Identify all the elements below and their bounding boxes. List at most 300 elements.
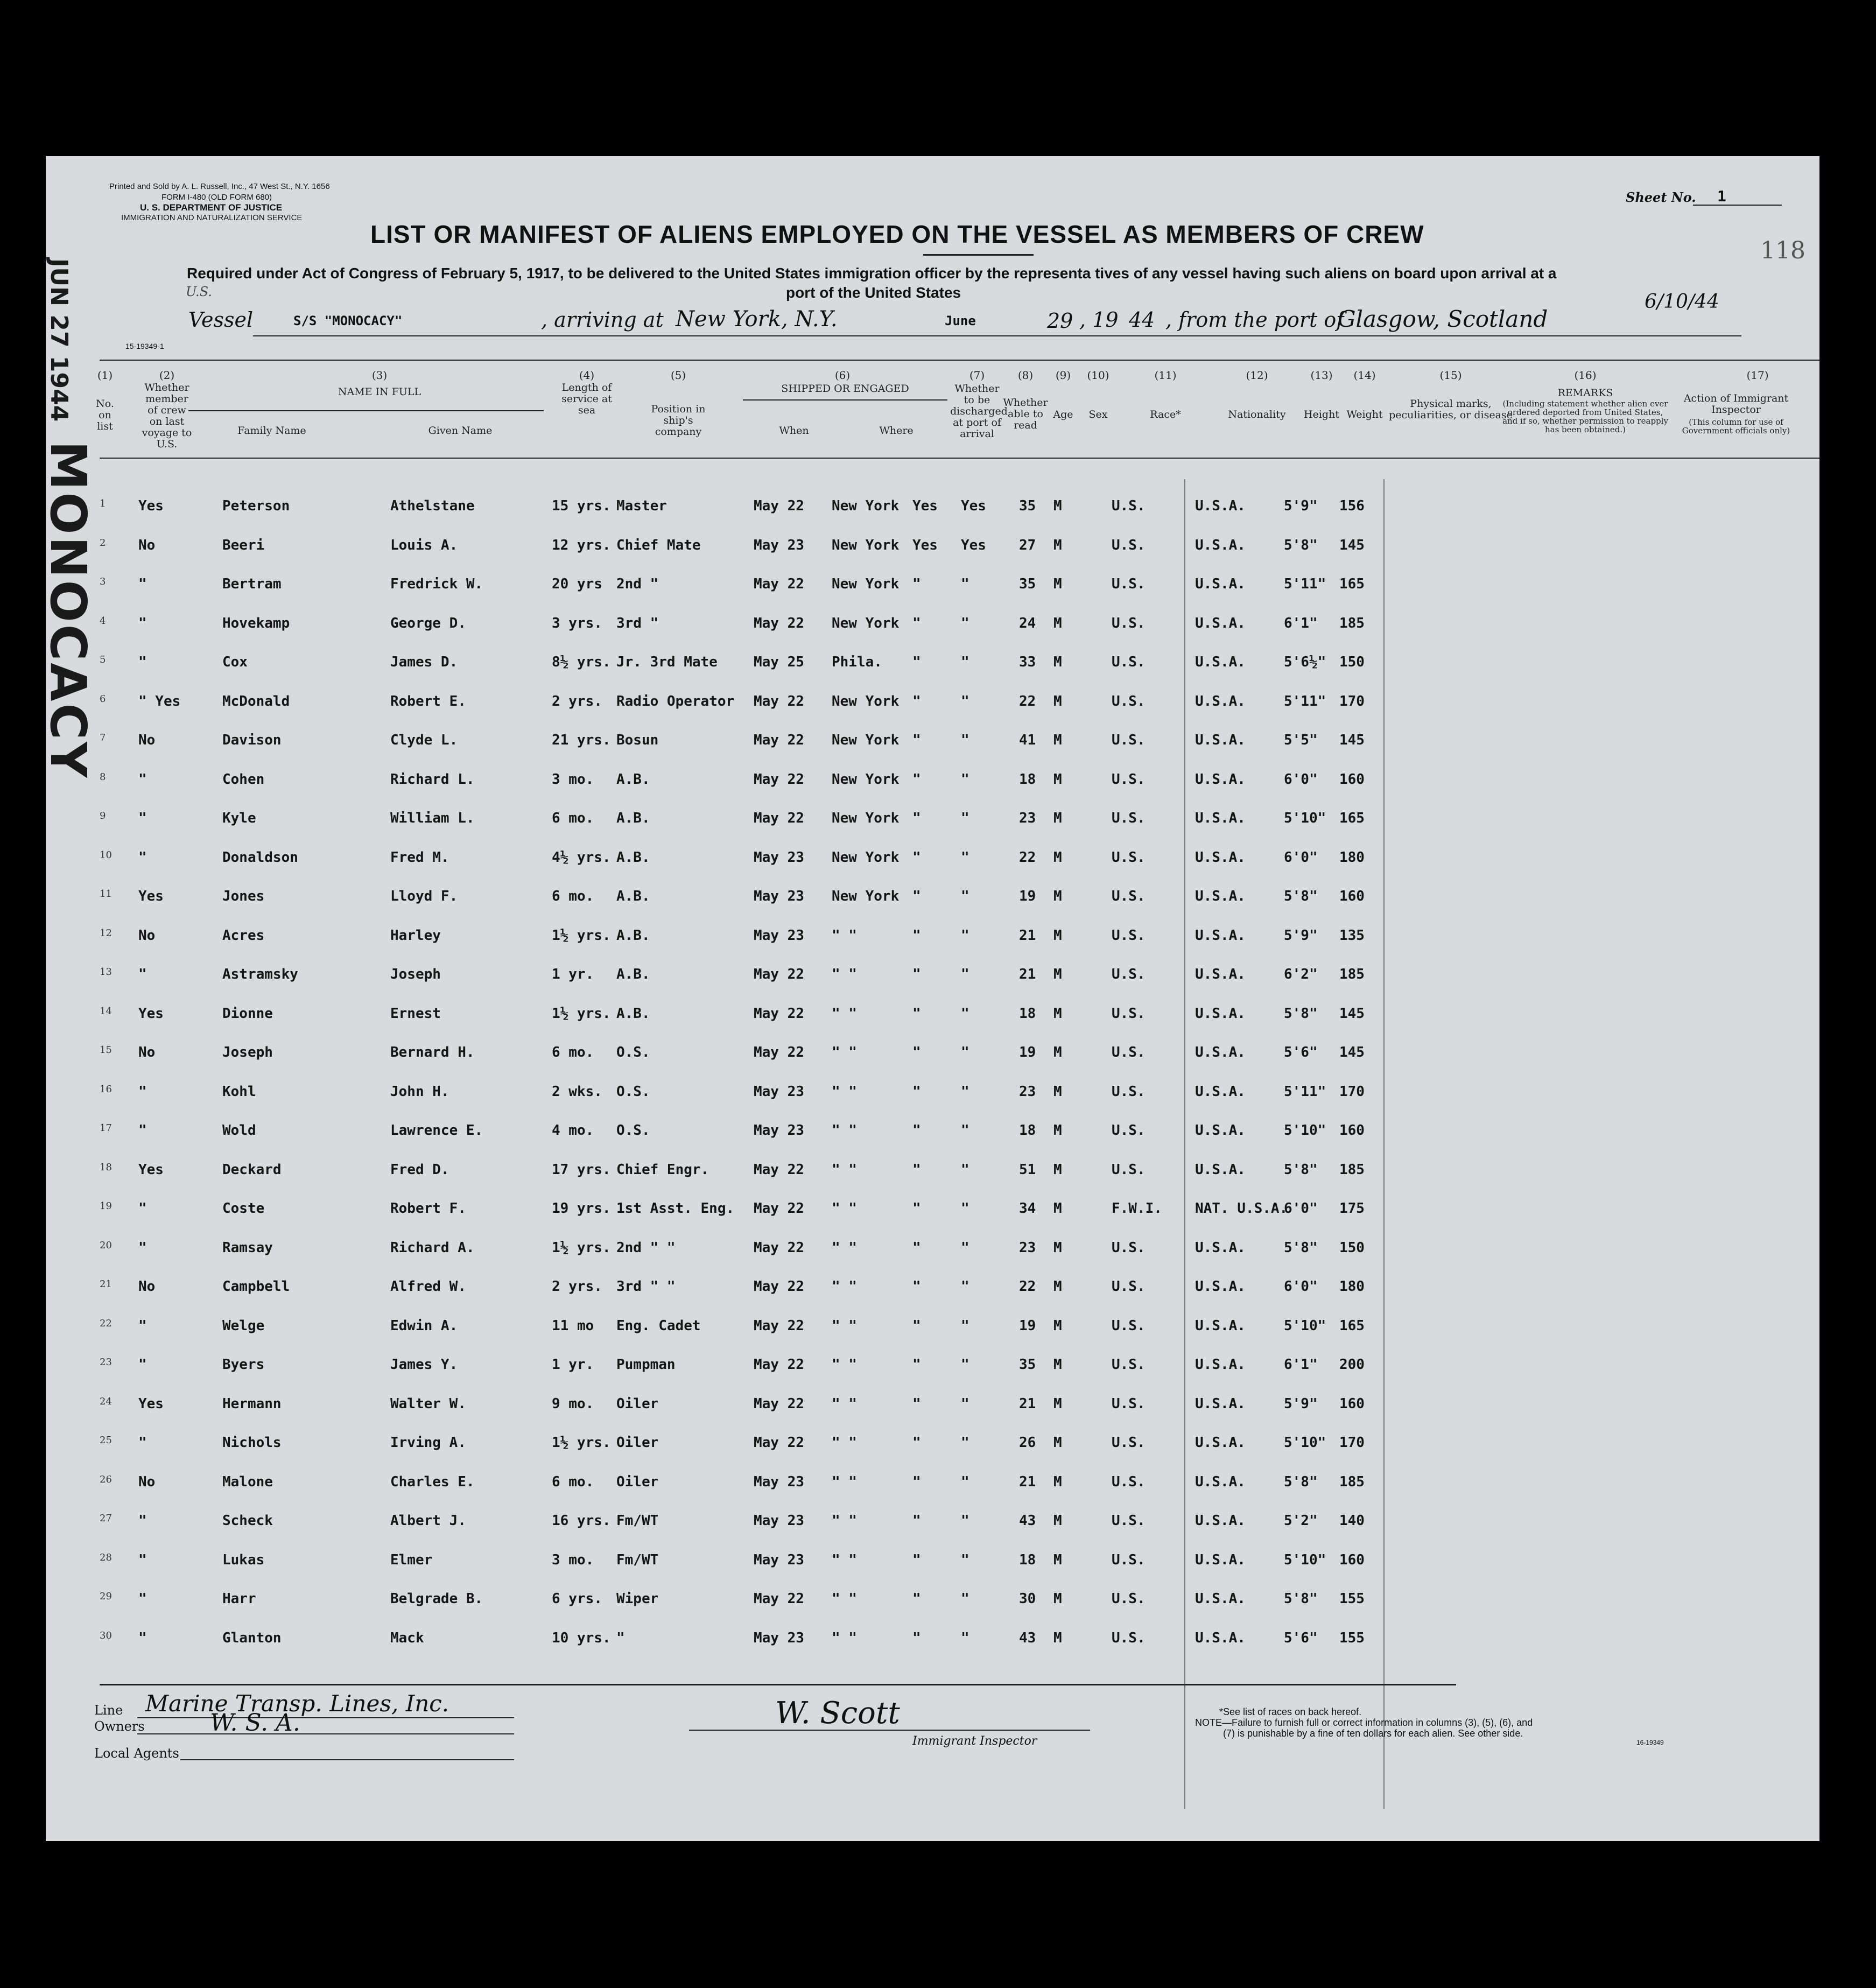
cell-can-read: " <box>961 1357 969 1373</box>
cell-sex: M <box>1053 927 1062 944</box>
cell-age: 21 <box>1019 927 1036 944</box>
cell-can-read: " <box>961 810 969 826</box>
cell-weight: 145 <box>1339 1005 1365 1022</box>
cell-age: 24 <box>1019 615 1036 631</box>
cell-height: 5'8" <box>1284 537 1318 553</box>
col14-num: (14) <box>1353 369 1376 382</box>
cell-race: U.S. <box>1112 537 1146 553</box>
cell-age: 33 <box>1019 654 1036 670</box>
col2-head: Whether member of crew on last voyage to U.S. <box>142 382 192 450</box>
page-subtitle: Required under Act of Congress of February 5, 1917, to be delivered to the United States immigration officer by the representa tives of any vessel having such aliens on board upon arrival at a <box>187 265 1557 282</box>
cell-line-number: 25 <box>100 1435 112 1446</box>
cell-given-name: John H. <box>390 1083 449 1100</box>
cell-family-name: Wold <box>222 1122 256 1139</box>
col6-when: When <box>779 425 809 437</box>
cell-sex: M <box>1053 1161 1062 1178</box>
cell-line-number: 21 <box>100 1278 112 1290</box>
cell-age: 22 <box>1019 1278 1036 1295</box>
cell-given-name: Alfred W. <box>390 1278 466 1295</box>
cell-last-voyage: Yes <box>138 1395 164 1412</box>
cell-race: U.S. <box>1112 1435 1146 1451</box>
cell-given-name: James Y. <box>390 1357 458 1373</box>
col8-num: (8) <box>1017 369 1034 382</box>
cell-discharged: " <box>912 1629 921 1646</box>
cell-age: 23 <box>1019 1083 1036 1100</box>
table-row <box>46 1630 1819 1652</box>
cell-age: 23 <box>1019 1239 1036 1256</box>
cell-line-number: 17 <box>100 1122 112 1134</box>
cell-family-name: Bertram <box>222 576 282 592</box>
cell-height: 5'6" <box>1284 1629 1318 1646</box>
cell-discharged: " <box>912 966 921 982</box>
cell-position: A.B. <box>616 888 650 904</box>
cell-service-length: 11 mo <box>552 1317 594 1334</box>
cell-line-number: 30 <box>100 1629 112 1641</box>
cell-nationality: U.S.A. <box>1195 966 1246 982</box>
col10-num: (10) <box>1087 369 1109 382</box>
cell-position: Pumpman <box>616 1357 676 1373</box>
cell-position: 1st Asst. Eng. <box>616 1200 735 1217</box>
cell-last-voyage: No <box>138 1278 156 1295</box>
cell-service-length: 6 mo. <box>552 810 594 826</box>
col1-head: No. on list <box>96 398 114 432</box>
cell-line-number: 29 <box>100 1591 112 1602</box>
cell-can-read: " <box>961 615 969 631</box>
cell-position: Radio Operator <box>616 693 735 710</box>
cell-given-name: Mack <box>390 1629 424 1646</box>
cell-shipped-when: May 23 <box>754 1473 804 1490</box>
cell-shipped-where: " " <box>832 1435 857 1451</box>
cell-position: O.S. <box>616 1083 650 1100</box>
cell-sex: M <box>1053 1083 1062 1100</box>
cell-height: 5'9" <box>1284 498 1318 514</box>
cell-service-length: 20 yrs <box>552 576 602 592</box>
cell-age: 22 <box>1019 693 1036 710</box>
cell-race: U.S. <box>1112 693 1146 710</box>
col10-head: Sex <box>1088 409 1108 420</box>
cell-nationality: U.S.A. <box>1195 1513 1246 1529</box>
cell-race: U.S. <box>1112 1357 1146 1373</box>
cell-family-name: Harr <box>222 1591 256 1607</box>
cell-can-read: " <box>961 576 969 592</box>
cell-sex: M <box>1053 654 1062 670</box>
cell-nationality: U.S.A. <box>1195 1357 1246 1373</box>
cell-height: 5'8" <box>1284 1161 1318 1178</box>
cell-shipped-when: May 22 <box>754 1005 804 1022</box>
vessel-name: S/S "MONOCACY" <box>293 313 403 328</box>
cell-sex: M <box>1053 1395 1062 1412</box>
cell-shipped-where: " " <box>832 1083 857 1100</box>
cell-discharged: " <box>912 1435 921 1451</box>
cell-height: 6'1" <box>1284 1357 1318 1373</box>
cell-position: Fm/WT <box>616 1551 659 1568</box>
cell-last-voyage: No <box>138 1473 156 1490</box>
arrival-day: 29 <box>1047 309 1073 333</box>
cell-sex: M <box>1053 771 1062 788</box>
cell-nationality: U.S.A. <box>1195 849 1246 866</box>
cell-given-name: Joseph <box>390 966 441 982</box>
cell-position: Chief Engr. <box>616 1161 709 1178</box>
cell-can-read: " <box>961 888 969 904</box>
cell-given-name: Harley <box>390 927 441 944</box>
cell-last-voyage: " <box>138 1435 147 1451</box>
cell-discharged: Yes <box>912 537 938 553</box>
legal-note-1: NOTE—Failure to furnish full or correct information in columns (3), (5), (6), and <box>1195 1717 1533 1728</box>
cell-service-length: 3 mo. <box>552 1551 594 1568</box>
inspector-label: Immigrant Inspector <box>912 1734 1037 1748</box>
cell-shipped-when: May 22 <box>754 576 804 592</box>
cell-shipped-where: " " <box>832 1317 857 1334</box>
line-value: Marine Transp. Lines, Inc. <box>145 1690 449 1717</box>
col16-num: (16) <box>1574 369 1597 382</box>
cell-shipped-when: May 22 <box>754 1278 804 1295</box>
cell-sex: M <box>1053 1629 1062 1646</box>
cell-age: 18 <box>1019 1551 1036 1568</box>
table-row <box>46 1278 1819 1300</box>
cell-sex: M <box>1053 1278 1062 1295</box>
table-row <box>46 1513 1819 1534</box>
col9-num: (9) <box>1055 369 1071 382</box>
cell-position: Oiler <box>616 1435 659 1451</box>
sheet-number: 1 <box>1717 187 1726 205</box>
printer-note: Printed and Sold by A. L. Russell, Inc., 47 West St., N.Y. 1656 <box>109 182 330 191</box>
cell-age: 21 <box>1019 966 1036 982</box>
cell-family-name: Peterson <box>222 498 290 514</box>
col4-num: (4) <box>579 369 595 382</box>
cell-height: 5'10" <box>1284 1435 1326 1451</box>
cell-weight: 185 <box>1339 1473 1365 1490</box>
cell-nationality: U.S.A. <box>1195 1278 1246 1295</box>
cell-shipped-where: New York <box>832 693 900 710</box>
cell-nationality: U.S.A. <box>1195 888 1246 904</box>
table-row <box>46 1006 1819 1027</box>
cell-weight: 155 <box>1339 1591 1365 1607</box>
cell-race: U.S. <box>1112 1044 1146 1060</box>
cell-discharged: " <box>912 1357 921 1373</box>
line-label: Line <box>94 1703 123 1718</box>
cell-given-name: Richard L. <box>390 771 475 788</box>
cell-family-name: Ramsay <box>222 1239 273 1256</box>
cell-line-number: 23 <box>100 1357 112 1368</box>
cell-service-length: 19 yrs. <box>552 1200 611 1217</box>
header-bottom-rule <box>100 458 1819 459</box>
cell-shipped-when: May 23 <box>754 1629 804 1646</box>
cell-line-number: 28 <box>100 1551 112 1563</box>
legal-note-2: (7) is punishable by a fine of ten dollars for each alien. See other side. <box>1223 1728 1523 1739</box>
cell-line-number: 16 <box>100 1083 112 1095</box>
cell-height: 5'10" <box>1284 810 1326 826</box>
cell-discharged: " <box>912 1044 921 1060</box>
cell-weight: 160 <box>1339 888 1365 904</box>
cell-weight: 150 <box>1339 654 1365 670</box>
cell-sex: M <box>1053 1357 1062 1373</box>
col7-num: (7) <box>969 369 985 382</box>
agents-label: Local Agents <box>94 1746 179 1761</box>
cell-race: U.S. <box>1112 1278 1146 1295</box>
cell-shipped-when: May 23 <box>754 1551 804 1568</box>
cell-weight: 160 <box>1339 1551 1365 1568</box>
cell-shipped-where: " " <box>832 1357 857 1373</box>
cell-height: 5'5" <box>1284 732 1318 748</box>
cell-last-voyage: No <box>138 537 156 553</box>
cell-sex: M <box>1053 849 1062 866</box>
table-row <box>46 1318 1819 1339</box>
cell-nationality: U.S.A. <box>1195 1591 1246 1607</box>
cell-line-number: 19 <box>100 1200 112 1212</box>
cell-last-voyage: " <box>138 1357 147 1373</box>
col1-num: (1) <box>97 369 113 382</box>
cell-service-length: 12 yrs. <box>552 537 611 553</box>
table-row <box>46 1200 1819 1222</box>
table-row <box>46 1552 1819 1573</box>
cell-service-length: 2 wks. <box>552 1083 602 1100</box>
form-number: FORM I-480 (OLD FORM 680) <box>161 193 272 202</box>
cell-discharged: " <box>912 1591 921 1607</box>
cell-height: 5'8" <box>1284 1005 1318 1022</box>
cell-position: A.B. <box>616 771 650 788</box>
table-row <box>46 928 1819 949</box>
cell-last-voyage: " <box>138 849 147 866</box>
cell-last-voyage: " <box>138 1551 147 1568</box>
col12-num: (12) <box>1246 369 1268 382</box>
cell-weight: 160 <box>1339 1395 1365 1412</box>
cell-line-number: 13 <box>100 966 112 978</box>
cell-service-length: 1½ yrs. <box>552 1005 611 1022</box>
cell-service-length: 1½ yrs. <box>552 1435 611 1451</box>
inspector-signature: W. Scott <box>775 1696 900 1731</box>
cell-shipped-where: Phila. <box>832 654 882 670</box>
cell-shipped-where: " " <box>832 1161 857 1178</box>
cell-family-name: Scheck <box>222 1513 273 1529</box>
cell-service-length: 1 yr. <box>552 1357 594 1373</box>
cell-can-read: " <box>961 1591 969 1607</box>
cell-position: 2nd " <box>616 576 659 592</box>
cell-discharged: " <box>912 1122 921 1139</box>
cell-last-voyage: Yes <box>138 1161 164 1178</box>
table-row <box>46 1044 1819 1066</box>
cell-sex: M <box>1053 966 1062 982</box>
cell-shipped-when: May 22 <box>754 1357 804 1373</box>
cell-shipped-where: " " <box>832 1122 857 1139</box>
cell-shipped-where: New York <box>832 498 900 514</box>
cell-position: O.S. <box>616 1122 650 1139</box>
cell-nationality: U.S.A. <box>1195 1629 1246 1646</box>
arrival-year: 44 <box>1129 308 1155 332</box>
cell-position: Fm/WT <box>616 1513 659 1529</box>
cell-shipped-when: May 23 <box>754 888 804 904</box>
cell-service-length: 1½ yrs. <box>552 927 611 944</box>
us-note: U.S. <box>186 284 212 299</box>
cell-can-read: " <box>961 771 969 788</box>
cell-family-name: Campbell <box>222 1278 290 1295</box>
cell-shipped-where: " " <box>832 1044 857 1060</box>
cell-shipped-where: " " <box>832 1513 857 1529</box>
table-row <box>46 1240 1819 1261</box>
cell-sex: M <box>1053 1591 1062 1607</box>
cell-given-name: Fred M. <box>390 849 449 866</box>
cell-sex: M <box>1053 1122 1062 1139</box>
cell-height: 6'0" <box>1284 1278 1318 1295</box>
cell-shipped-where: New York <box>832 732 900 748</box>
cell-family-name: Beeri <box>222 537 265 553</box>
cell-given-name: Charles E. <box>390 1473 475 1490</box>
col13-head: Height <box>1304 409 1339 420</box>
col16-head: REMARKS <box>1557 387 1613 399</box>
cell-last-voyage: " <box>138 615 147 631</box>
cell-position: A.B. <box>616 810 650 826</box>
table-bottom-rule <box>100 1684 1456 1685</box>
col17-head: Action of Immigrant Inspector <box>1683 392 1789 416</box>
cell-position: Jr. 3rd Mate <box>616 654 718 670</box>
cell-can-read: " <box>961 1161 969 1178</box>
cell-last-voyage: Yes <box>138 1005 164 1022</box>
cell-height: 6'2" <box>1284 966 1318 982</box>
table-row <box>46 1357 1819 1378</box>
vessel-label: Vessel <box>188 308 254 332</box>
cell-weight: 155 <box>1339 1629 1365 1646</box>
col5-head: Position in ship's company <box>651 403 706 438</box>
cell-weight: 165 <box>1339 1317 1365 1334</box>
cell-can-read: " <box>961 1435 969 1451</box>
col3-given: Given Name <box>428 425 493 437</box>
cell-weight: 185 <box>1339 615 1365 631</box>
cell-nationality: U.S.A. <box>1195 732 1246 748</box>
cell-family-name: Byers <box>222 1357 265 1373</box>
cell-nationality: U.S.A. <box>1195 1239 1246 1256</box>
cell-position: O.S. <box>616 1044 650 1060</box>
races-note: *See list of races on back hereof. <box>1219 1706 1362 1717</box>
cell-shipped-where: " " <box>832 927 857 944</box>
col15-num: (15) <box>1439 369 1462 382</box>
cell-height: 5'8" <box>1284 1473 1318 1490</box>
cell-sex: M <box>1053 810 1062 826</box>
cell-sex: M <box>1053 732 1062 748</box>
cell-sex: M <box>1053 1239 1062 1256</box>
cell-can-read: Yes <box>961 537 986 553</box>
col3-num: (3) <box>371 369 388 382</box>
cell-given-name: William L. <box>390 810 475 826</box>
col2-num: (2) <box>159 369 175 382</box>
cell-shipped-where: New York <box>832 888 900 904</box>
cell-height: 5'9" <box>1284 1395 1318 1412</box>
cell-weight: 165 <box>1339 576 1365 592</box>
agents-rule <box>180 1759 514 1760</box>
cell-last-voyage: " <box>138 576 147 592</box>
cell-can-read: " <box>961 1044 969 1060</box>
table-row <box>46 1396 1819 1417</box>
cell-service-length: 4½ yrs. <box>552 849 611 866</box>
cell-service-length: 2 yrs. <box>552 1278 602 1295</box>
cell-discharged: " <box>912 1551 921 1568</box>
cell-nationality: U.S.A. <box>1195 1044 1246 1060</box>
cell-family-name: Dionne <box>222 1005 273 1022</box>
cell-weight: 170 <box>1339 1083 1365 1100</box>
cell-height: 6'0" <box>1284 1200 1318 1217</box>
cell-last-voyage: " <box>138 654 147 670</box>
cell-service-length: 3 yrs. <box>552 615 602 631</box>
col6-num: (6) <box>834 369 851 382</box>
cell-last-voyage: " <box>138 1239 147 1256</box>
cell-weight: 165 <box>1339 810 1365 826</box>
cell-line-number: 26 <box>100 1473 112 1485</box>
cell-family-name: Welge <box>222 1317 265 1334</box>
cell-given-name: Athelstane <box>390 498 475 514</box>
cell-line-number: 15 <box>100 1044 112 1056</box>
cell-position: A.B. <box>616 927 650 944</box>
cell-race: U.S. <box>1112 1551 1146 1568</box>
header-top-rule <box>100 360 1819 361</box>
cell-age: 19 <box>1019 1044 1036 1060</box>
cell-line-number: 18 <box>100 1161 112 1173</box>
cell-sex: M <box>1053 1513 1062 1529</box>
table-row <box>46 1162 1819 1183</box>
cell-given-name: James D. <box>390 654 458 670</box>
cell-weight: 200 <box>1339 1357 1365 1373</box>
cell-discharged: " <box>912 1473 921 1490</box>
cell-shipped-where: " " <box>832 1629 857 1646</box>
vessel-underline <box>253 335 1741 336</box>
cell-discharged: " <box>912 1005 921 1022</box>
cell-shipped-when: May 22 <box>754 693 804 710</box>
cell-shipped-when: May 22 <box>754 810 804 826</box>
cell-nationality: U.S.A. <box>1195 1473 1246 1490</box>
cell-given-name: Irving A. <box>390 1435 466 1451</box>
cell-shipped-where: New York <box>832 849 900 866</box>
cell-shipped-when: May 23 <box>754 849 804 866</box>
cell-position: Wiper <box>616 1591 659 1607</box>
cell-height: 6'0" <box>1284 849 1318 866</box>
table-row <box>46 615 1819 637</box>
cell-discharged: " <box>912 1083 921 1100</box>
cell-can-read: " <box>961 1473 969 1490</box>
col3-family: Family Name <box>237 425 306 437</box>
cell-sex: M <box>1053 1200 1062 1217</box>
cell-shipped-where: New York <box>832 615 900 631</box>
cell-race: U.S. <box>1112 498 1146 514</box>
cell-position: Oiler <box>616 1395 659 1412</box>
cell-shipped-where: New York <box>832 537 900 553</box>
cell-height: 5'8" <box>1284 888 1318 904</box>
cell-service-length: 1½ yrs. <box>552 1239 611 1256</box>
cell-sex: M <box>1053 537 1062 553</box>
cell-sex: M <box>1053 498 1062 514</box>
cell-height: 5'10" <box>1284 1317 1326 1334</box>
cell-family-name: Kyle <box>222 810 256 826</box>
cell-shipped-where: New York <box>832 771 900 788</box>
owners-label: Owners <box>94 1719 145 1734</box>
cell-shipped-when: May 22 <box>754 1161 804 1178</box>
cell-sex: M <box>1053 576 1062 592</box>
table-row <box>46 888 1819 910</box>
cell-shipped-when: May 23 <box>754 1513 804 1529</box>
cell-age: 22 <box>1019 849 1036 866</box>
cell-service-length: 3 mo. <box>552 771 594 788</box>
cell-height: 6'1" <box>1284 615 1318 631</box>
cell-race: U.S. <box>1112 1513 1146 1529</box>
cell-discharged: " <box>912 927 921 944</box>
sheet-underline <box>1693 205 1782 206</box>
cell-age: 30 <box>1019 1591 1036 1607</box>
cell-given-name: Louis A. <box>390 537 458 553</box>
cell-race: U.S. <box>1112 1005 1146 1022</box>
departure-note: 6/10/44 <box>1645 291 1719 313</box>
cell-given-name: Robert F. <box>390 1200 466 1217</box>
cell-race: U.S. <box>1112 1591 1146 1607</box>
cell-line-number: 8 <box>100 771 106 783</box>
cell-discharged: " <box>912 888 921 904</box>
table-row <box>46 732 1819 754</box>
cell-shipped-when: May 22 <box>754 1317 804 1334</box>
